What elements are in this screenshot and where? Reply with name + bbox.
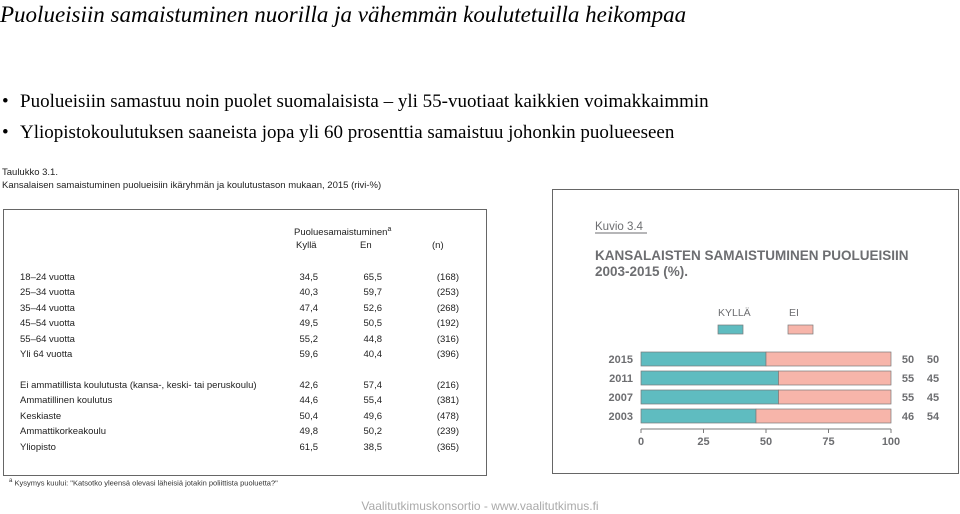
legend-swatch [718, 325, 743, 334]
bar-segment [641, 371, 779, 385]
table-group-header [294, 226, 391, 238]
data-label: 45 [926, 392, 940, 404]
x-tick-label: 0 [637, 436, 645, 448]
bar-segment [766, 352, 891, 366]
cell-n: (365) [436, 441, 459, 453]
cell-yes: 44,6 [299, 395, 318, 407]
data-label: 55 [901, 392, 915, 404]
cell-yes: 49,5 [299, 318, 318, 330]
row-label: 45–54 vuotta [20, 318, 75, 330]
cell-yes: 49,8 [299, 426, 318, 438]
cell-no: 50,5 [363, 318, 382, 330]
cell-n: (192) [436, 318, 459, 330]
cell-no: 65,5 [363, 272, 382, 283]
table-footnote [9, 478, 278, 488]
cell-n: (381) [436, 395, 459, 407]
slide-footer: Vaalitutkimuskonsortio - www.vaalitutkimus.fi [361, 499, 599, 513]
table-caption [2, 166, 381, 192]
data-label: 54 [926, 411, 940, 423]
cell-yes: 50,4 [299, 410, 318, 422]
chart-legend [718, 307, 813, 334]
chart-subtitle: 2003-2015 (%). [595, 264, 689, 279]
bar-segment [641, 352, 766, 366]
cell-n: (478) [436, 410, 459, 422]
x-tick-label: 25 [697, 436, 710, 448]
row-label: Keskiaste [20, 410, 62, 422]
cell-yes: 59,6 [299, 349, 318, 360]
cell-yes: 40,3 [299, 287, 318, 299]
row-label: Ei ammatillista koulutusta (kansa-, keski- tai peruskoulu) [20, 380, 257, 391]
row-label: Yliopisto [20, 441, 56, 453]
cell-n: (253) [436, 287, 459, 299]
cell-n: (239) [436, 426, 459, 438]
table-caption-number: Taulukko 3.1. [2, 167, 58, 178]
bullet-list [2, 86, 709, 148]
data-label: 50 [926, 354, 940, 366]
cell-no: 55,4 [363, 395, 382, 407]
row-label: 25–34 vuotta [20, 287, 75, 299]
table-group-header-label: Puoluesamaistuminen [294, 227, 388, 239]
category-label: 2003 [608, 411, 633, 423]
x-tick-label: 100 [881, 436, 901, 448]
cell-yes: 55,2 [299, 333, 318, 345]
bar-segment [756, 409, 891, 423]
cell-n: (316) [436, 333, 459, 345]
chart-panel [552, 189, 959, 474]
chart-title: KANSALAISTEN SAMAISTUMINEN PUOLUEISIIN [595, 248, 909, 263]
chart-x-axis [638, 429, 900, 448]
bar-segment [641, 390, 779, 404]
row-label: 18–24 vuotta [20, 272, 75, 283]
table-group-header-sup: a [387, 226, 392, 233]
bullet-item: • Puolueisiin samastuu noin puolet suomalaisista – yli 55-vuotiaat kaikkien voimakkaimmin [2, 86, 709, 117]
row-label: 35–44 vuotta [20, 302, 75, 314]
cell-no: 52,6 [363, 302, 382, 314]
row-label: 55–64 vuotta [20, 333, 75, 345]
category-label: 2007 [608, 392, 633, 404]
bullet-item: • Yliopistokoulutuksen saaneista jopa yli 60 prosenttia samaistuu johonkin puolueeseen [2, 117, 709, 148]
cell-no: 44,8 [363, 333, 382, 345]
chart-bars [609, 352, 940, 423]
column-header-no: En [360, 240, 372, 251]
data-label: 45 [926, 373, 940, 385]
cell-yes: 47,4 [299, 302, 318, 314]
bar-segment [779, 371, 892, 385]
row-label: Ammatillinen koulutus [20, 395, 113, 407]
chart-figure-label: Kuvio 3.4 [595, 221, 643, 233]
data-label: 50 [901, 354, 915, 366]
cell-no: 49,6 [363, 410, 382, 422]
row-label: Yli 64 vuotta [20, 349, 73, 360]
legend-label: KYLLÄ [718, 307, 751, 319]
cell-yes: 42,6 [299, 380, 318, 391]
cell-no: 57,4 [363, 380, 382, 391]
category-label: 2011 [609, 373, 633, 385]
table-caption-text: Kansalaisen samaistuminen puolueisiin ikäryhmän ja koulutustason mukaan, 2015 (rivi-%) [2, 180, 382, 191]
cell-n: (216) [436, 380, 459, 391]
x-tick-label: 50 [759, 436, 773, 448]
bar-segment [641, 409, 756, 423]
data-label: 55 [901, 373, 915, 385]
cell-no: 40,4 [363, 349, 382, 360]
column-header-yes: Kyllä [296, 240, 317, 251]
data-table [3, 209, 487, 476]
cell-n: (396) [436, 349, 459, 360]
row-label: Ammattikorkeakoulu [20, 426, 107, 438]
x-tick-label: 75 [822, 436, 835, 448]
cell-no: 50,2 [363, 426, 382, 438]
legend-swatch [788, 325, 813, 334]
table-footnote-text: Kysymys kuului: "Katsotko yleensä olevasi läheisiä jotakin poliittista puoluetta?" [14, 478, 278, 488]
legend-label: EI [789, 307, 799, 319]
cell-yes: 61,5 [299, 441, 318, 453]
data-label: 46 [901, 411, 915, 423]
cell-no: 38,5 [363, 441, 382, 453]
cell-yes: 34,5 [299, 272, 318, 283]
table-footnote-sup: a [9, 478, 13, 484]
cell-n: (168) [436, 272, 459, 283]
stacked-bar-chart [553, 190, 958, 473]
column-header-n: (n) [432, 240, 444, 251]
slide-title: Puolueisiin samaistuminen nuorilla ja vähemmän koulutetuilla heikompaa [0, 2, 687, 27]
cell-no: 59,7 [363, 287, 382, 299]
category-label: 2015 [608, 354, 633, 366]
bar-segment [779, 390, 892, 404]
cell-n: (268) [436, 302, 459, 314]
